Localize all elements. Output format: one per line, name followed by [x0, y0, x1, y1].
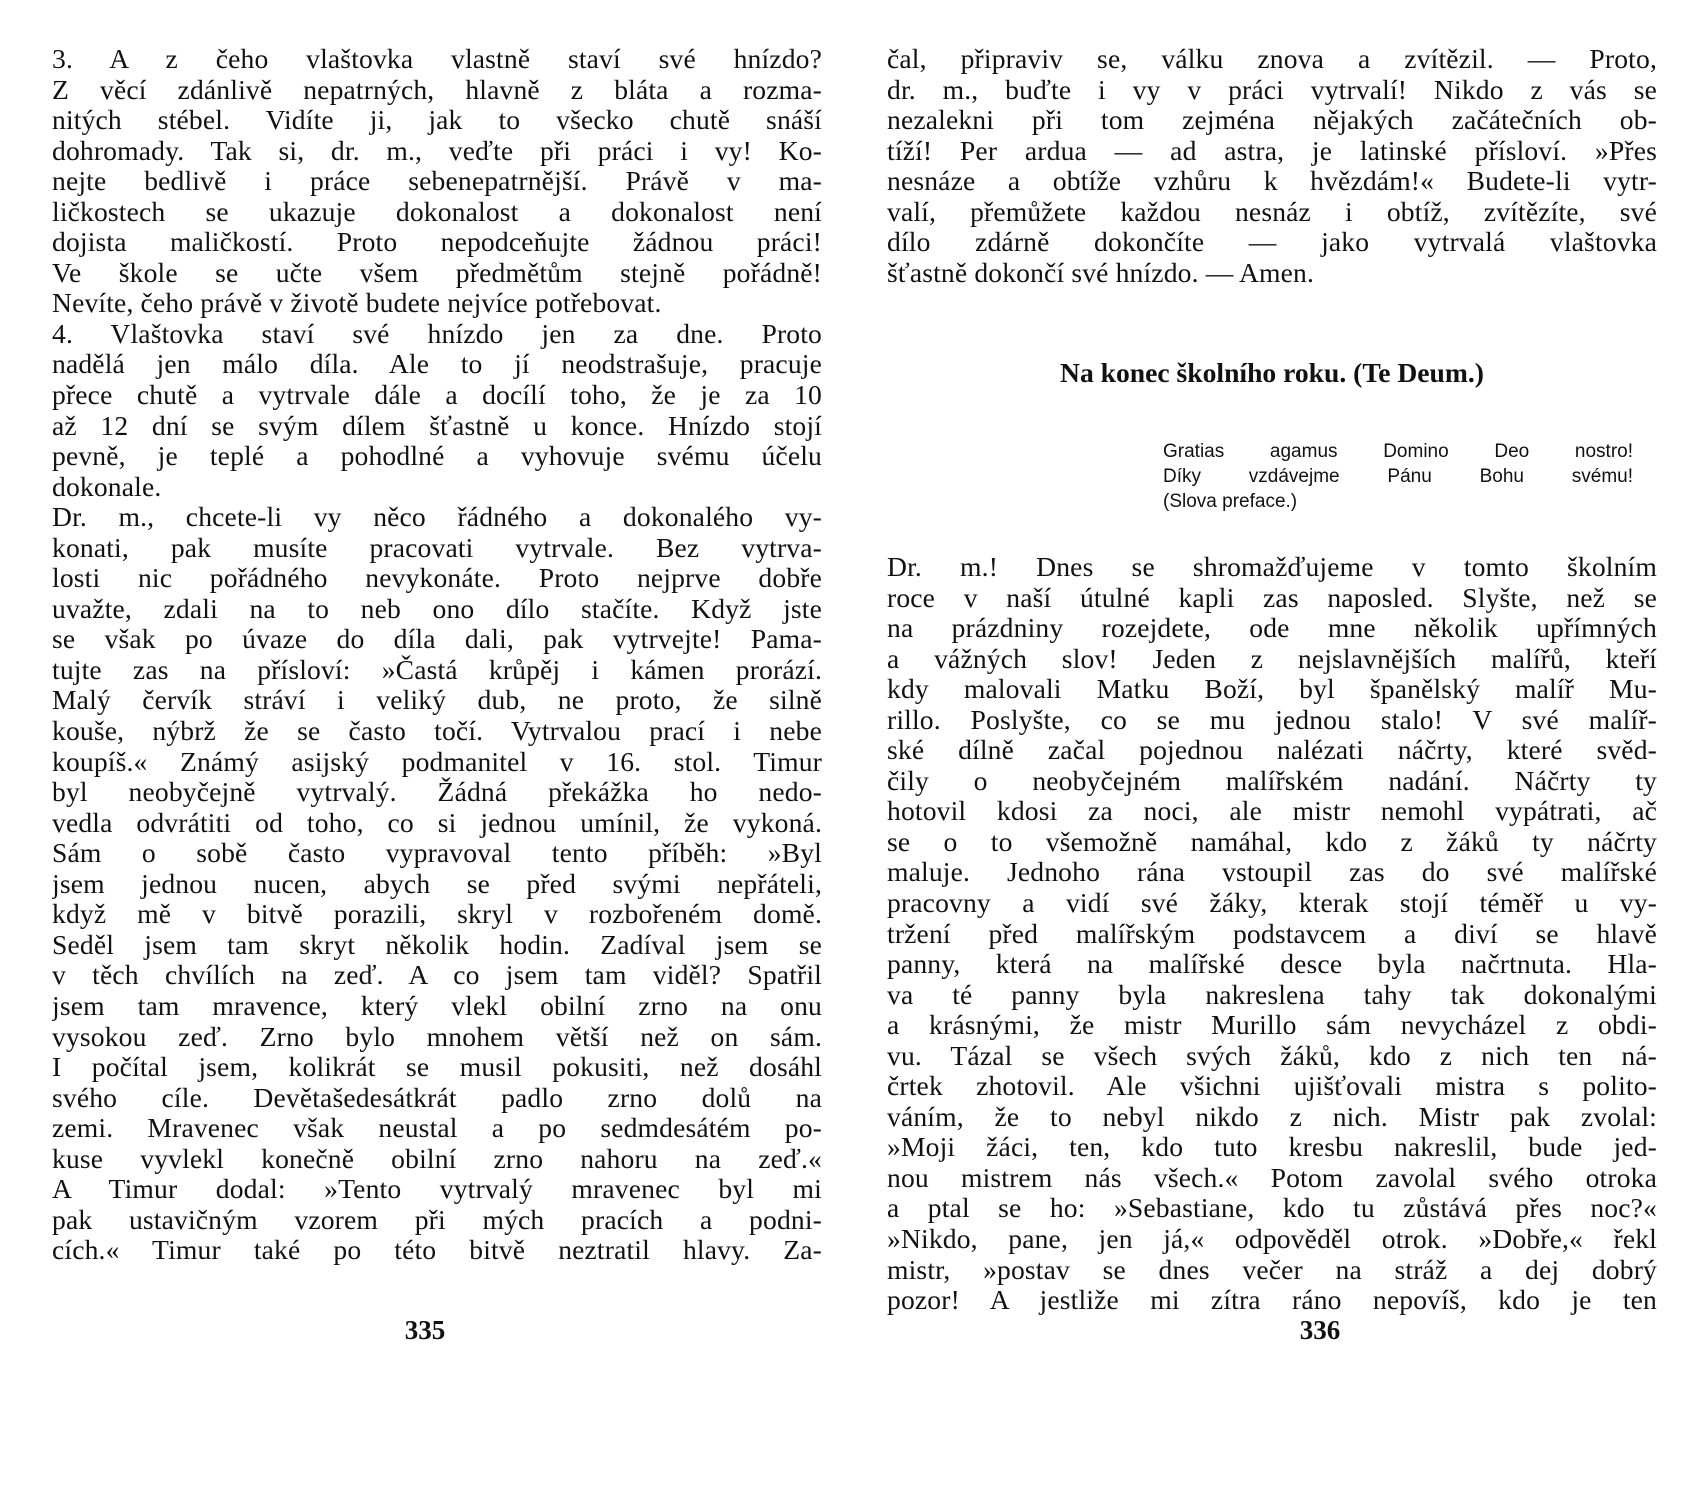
text-line: dojista maličkostí. Proto nepodceňujte žádnou práci! — [52, 227, 822, 258]
text-line: tržení před malířským podstavcem a diví se hlavě — [887, 918, 1657, 949]
text-line: maluje. Jednoho rána vstoupil zas do své malířské — [887, 857, 1657, 888]
text-line: ské dílně začal pojednou nalézati náčrty, které svěd- — [887, 735, 1657, 766]
text-line: kdy malovali Matku Boží, byl španělský malíř Mu- — [887, 674, 1657, 705]
text-line: hotovil kdosi za noci, ale mistr nemohl vypátrati, ač — [887, 796, 1657, 827]
text-line: črtek zhotovil. Ale všichni ujišťovali mistra s polito- — [887, 1071, 1657, 1102]
epigraph-line: Díky vzdávejme Pánu Bohu svému! — [1163, 466, 1633, 487]
text-line: šťastně dokončí své hnízdo. — Amen. — [887, 257, 1315, 288]
text-line: Z věcí zdánlivě nepatrných, hlavně z bláta a rozma- — [52, 74, 822, 105]
text-line: koupíš.« Známý asijský podmanitel v 16. stol. Timur — [52, 746, 822, 777]
text-line: nezalekni při tom zejména nějakých začátečních ob- — [887, 105, 1657, 136]
section-heading: Na konec školního roku. (Te Deum.) — [1060, 357, 1484, 388]
text-line: tujte zas na přísloví: »Častá krůpěj i kámen prorází. — [52, 654, 822, 685]
text-line: pak ustavičným vzorem při mých pracích a podni- — [52, 1204, 822, 1235]
text-line: konati, pak musíte pracovati vytrvale. Bez vytrva- — [52, 532, 822, 563]
text-line: kouše, nýbrž že se často točí. Vytrvalou prací i nebe — [52, 716, 822, 747]
text-line: I počítal jsem, kolikrát se musil pokusiti, než dosáhl — [52, 1052, 822, 1083]
text-line: a vážných slov! Jeden z nejslavnějších malířů, kteří — [887, 643, 1657, 674]
text-line: va té panny byla nakreslena tahy tak dokonalými — [887, 979, 1657, 1010]
epigraph-line: Gratias agamus Domino Deo nostro! — [1163, 441, 1633, 462]
epigraph-source: (Slova preface.) — [1163, 491, 1298, 512]
text-line: tíží! Per ardua — ad astra, je latinské přísloví. »Přes — [887, 135, 1657, 166]
text-line: Sám o sobě často vypravoval tento příběh: »Byl — [52, 838, 822, 869]
page-number: 335 — [404, 1315, 446, 1345]
text-line: losti nic pořádného nevykonáte. Proto nejprve dobře — [52, 563, 822, 594]
text-line: nadělá jen málo díla. Ale to jí neodstrašuje, pracuje — [52, 349, 822, 380]
text-line: Dr. m.! Dnes se shromažďujeme v tomto školním — [887, 552, 1657, 582]
sermon-body — [887, 552, 1657, 1316]
text-line: A Timur dodal: »Tento vytrvalý mravenec byl mi — [52, 1174, 822, 1205]
text-line: Seděl jsem tam skryt několik hodin. Zadíval jsem se — [52, 929, 822, 960]
text-line: »Nikdo, pane, jen já,« odpověděl otrok. »Dobře,« řekl — [887, 1224, 1657, 1255]
text-line: Malý červík stráví i veliký dub, ne proto, že silně — [52, 685, 822, 716]
text-line: 3. A z čeho vlaštovka vlastně staví své hnízdo? — [52, 44, 822, 74]
text-line: vu. Tázal se všech svých žáků, kdo z nich ten ná- — [887, 1040, 1657, 1071]
text-line: když mě v bitvě porazili, skryl v rozbořeném domě. — [52, 899, 822, 930]
text-line: a krásnými, že mistr Murillo sám nevycházel z obdi- — [887, 1010, 1657, 1041]
right-page-text — [887, 44, 1657, 1316]
text-line: rillo. Poslyšte, co se mu jednou stalo! V své malíř- — [887, 704, 1657, 735]
text-line: až 12 dní se svým dílem šťastně u konce. Hnízdo stojí — [52, 410, 822, 441]
text-line: dokonale. — [52, 471, 162, 502]
text-line: nou mistrem nás všech.« Potom zavolal svého otroka — [887, 1162, 1657, 1193]
text-line: a ptal se ho: »Sebastiane, kdo tu zůstává přes noc?« — [887, 1193, 1657, 1224]
page-number: 336 — [1299, 1315, 1341, 1345]
text-line: nesnáze a obtíže vzhůru k hvězdám!« Budete-li vytr- — [887, 166, 1657, 197]
text-line: čal, připraviv se, válku znova a zvítězil. — Proto, — [887, 44, 1657, 74]
text-line: na prázdniny rozejdete, ode mne několik upřímných — [887, 613, 1657, 644]
text-line: se o to všemožně namáhal, kdo z žáků ty náčrty — [887, 826, 1657, 857]
text-line: uvažte, zdali na to neb ono dílo stačíte. Když jste — [52, 593, 822, 624]
text-line: pracovny a vidí své žáky, kterak stojí téměř u vy- — [887, 888, 1657, 919]
text-line: kuse vyvlekl konečně obilní zrno nahoru na zeď.« — [52, 1143, 822, 1174]
text-line: pozor! A jestliže mi zítra ráno nepovíš, kdo je ten — [887, 1285, 1657, 1316]
text-line: vedla odvrátiti od toho, co si jednou umínil, že vykoná. — [52, 807, 822, 838]
text-line: 4. Vlaštovka staví své hnízdo jen za dne. Proto — [52, 318, 822, 349]
text-line: byl neobyčejně vytrvalý. Žádná překážka ho nedo- — [52, 777, 822, 808]
text-line: dohromady. Tak si, dr. m., veďte při práci i vy! Ko- — [52, 135, 822, 166]
text-line: Nevíte, čeho právě v životě budete nejvíce potřebovat. — [52, 288, 662, 319]
text-line: cích.« Timur také po této bitvě neztratil hlavy. Za- — [52, 1235, 822, 1266]
epigraph — [1163, 439, 1633, 514]
text-line: dílo zdárně dokončíte — jako vytrvalá vlaštovka — [887, 227, 1657, 258]
right-page — [853, 0, 1706, 1500]
text-line: v těch chvílích na zeď. A co jsem tam viděl? Spatřil — [52, 960, 822, 991]
text-line: Ve škole se učte všem předmětům stejně pořádně! — [52, 257, 822, 288]
text-line: nitých stébel. Vidíte ji, jak to všecko chutě snáší — [52, 105, 822, 136]
text-line: mistr, »postav se dnes večer na stráž a dej dobrý — [887, 1254, 1657, 1285]
text-line: »Moji žáci, ten, kdo tuto kresbu nakreslil, bude jed- — [887, 1132, 1657, 1163]
text-line: přece chutě a vytrvale dále a docílí toho, že je za 10 — [52, 380, 822, 411]
text-line: jsem jednou nucen, abych se před svými nepřáteli, — [52, 868, 822, 899]
text-line: zemi. Mravenec však neustal a po sedmdesátém po- — [52, 1113, 822, 1144]
text-line: se však po úvaze do díla dali, pak vytrvejte! Pama- — [52, 624, 822, 655]
text-line: pevně, je teplé a pohodlné a vyhovuje svému účelu — [52, 441, 822, 472]
text-line: váním, že to nebyl nikdo z nich. Mistr pak zvolal: — [887, 1101, 1657, 1132]
text-line: vysokou zeď. Zrno bylo mnohem větší než on sám. — [52, 1021, 822, 1052]
text-line: jsem tam mravence, který vlekl obilní zrno na onu — [52, 990, 822, 1021]
left-page-text — [52, 44, 822, 1266]
text-line: dr. m., buďte i vy v práci vytrvalí! Nikdo z vás se — [887, 74, 1657, 105]
text-line: roce v naší útulné kapli zas naposled. Slyšte, než se — [887, 582, 1657, 613]
text-line: Dr. m., chcete-li vy něco řádného a dokonalého vy- — [52, 502, 822, 533]
text-line: nejte bedlivě i práce sebenepatrnější. Právě v ma- — [52, 166, 822, 197]
text-line: ličkostech se ukazuje dokonalost a dokonalost není — [52, 196, 822, 227]
text-line: čily o neobyčejném malířském nadání. Náčrty ty — [887, 765, 1657, 796]
text-line: valí, přemůžete každou nesnáz i obtíž, zvítězíte, své — [887, 196, 1657, 227]
text-line: panny, která na malířské desce byla načrtnuta. Hla- — [887, 949, 1657, 980]
text-line: svého cíle. Devětašedesátkrát padlo zrno dolů na — [52, 1082, 822, 1113]
